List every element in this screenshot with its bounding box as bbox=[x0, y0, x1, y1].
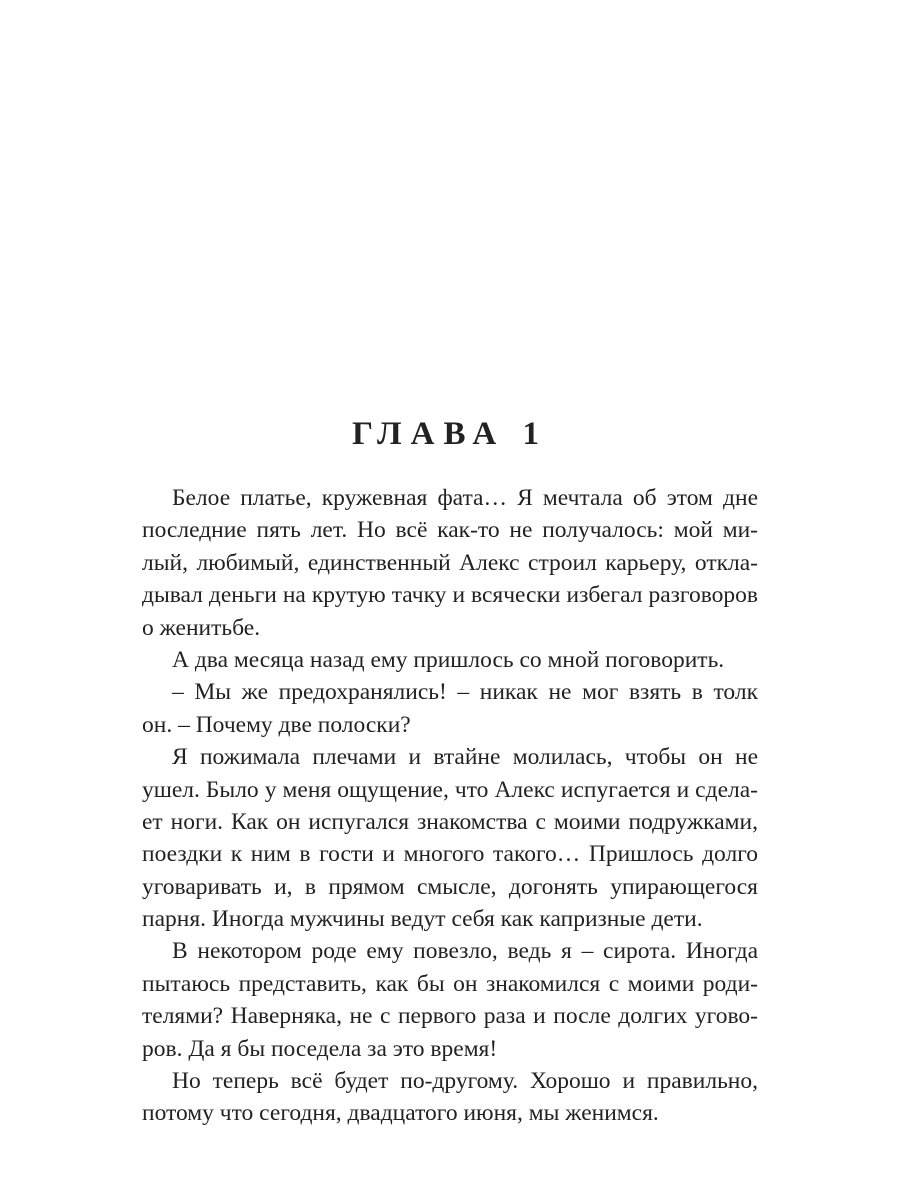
chapter-title: ГЛАВА 1 bbox=[352, 416, 548, 452]
text-line: В некотором роде ему повезло, ведь я – сирота. Иногда bbox=[172, 938, 758, 965]
text-line: пытаюсь представить, как бы он знакомился с моими роди- bbox=[142, 970, 758, 997]
text-line: уговаривать и, в прямом смысле, догонять упирающегося bbox=[142, 873, 758, 900]
text-line: потому что сегодня, двадцатого июня, мы женимся. bbox=[142, 1100, 659, 1127]
text-line: он. – Почему две полоски? bbox=[142, 711, 411, 738]
text-line: парня. Иногда мужчины ведут себя как капризные дети. bbox=[142, 906, 703, 933]
text-line: ров. Да я бы поседела за это время! bbox=[142, 1035, 498, 1062]
text-line: ушел. Было у меня ощущение, что Алекс испугается и сдела- bbox=[142, 776, 758, 803]
text-line: о женитьбе. bbox=[142, 614, 261, 641]
text-line: последние пять лет. Но всё как-то не получалось: мой ми- bbox=[142, 517, 758, 544]
text-line: лый, любимый, единственный Алекс строил карьеру, откла- bbox=[142, 549, 758, 576]
chapter-body-text bbox=[142, 482, 758, 1130]
text-line: дывал деньги на крутую тачку и всячески избегал разговоров bbox=[142, 582, 758, 609]
text-line: Но теперь всё будет по-другому. Хорошо и правильно, bbox=[172, 1068, 758, 1095]
text-line: А два месяца назад ему пришлось со мной поговорить. bbox=[172, 646, 725, 673]
text-line: телями? Наверняка, не с первого раза и после долгих угово- bbox=[142, 1003, 758, 1030]
text-line: – Мы же предохранялись! – никак не мог взять в толк bbox=[172, 679, 758, 706]
text-line: Белое платье, кружевная фата… Я мечтала об этом дне bbox=[172, 485, 758, 511]
text-line: ет ноги. Как он испугался знакомства с моими подружками, bbox=[142, 808, 758, 835]
text-line: Я пожимала плечами и втайне молилась, чтобы он не bbox=[172, 744, 758, 771]
text-line: поездки к ним в гости и многого такого… Пришлось долго bbox=[142, 841, 758, 868]
